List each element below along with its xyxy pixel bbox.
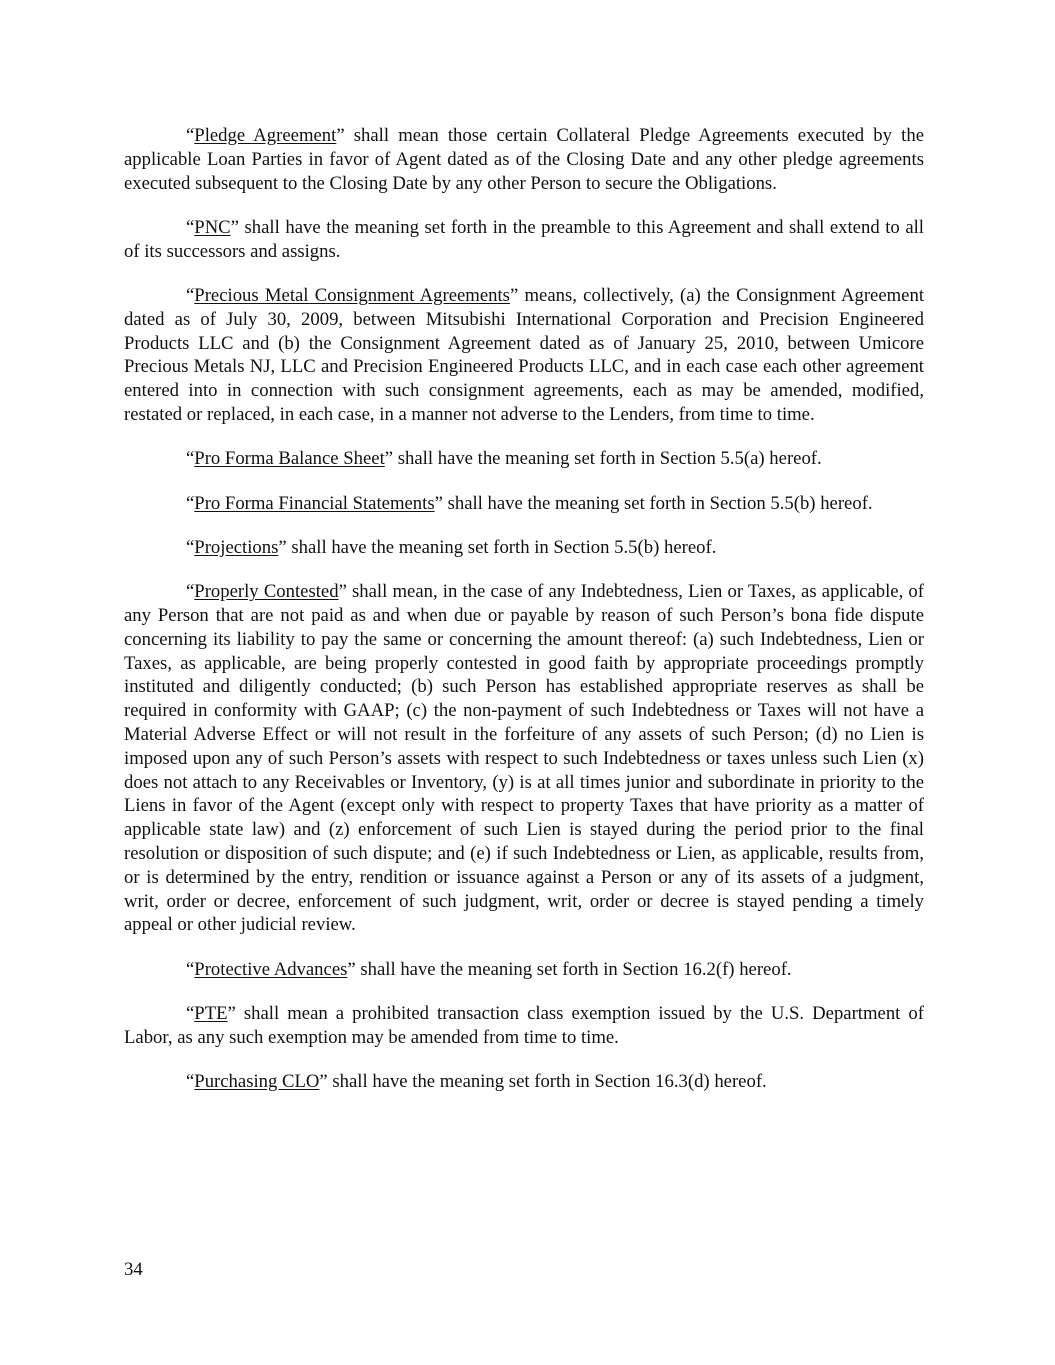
defined-term: Pro Forma Balance Sheet	[194, 448, 385, 470]
definition-text: shall mean, in the case of any Indebtedness, Lien or Taxes, as applicable, of any Person that are not paid as and when due or payable by reason of such Person’s bona fide dispute concerning its liability to pay the same or concerning the amount thereof: (a) such Indebtedness, Lien or Taxes, as applicable, are being properly contested in good faith by appropriate proceedings promptly instituted and diligently conducted; (b) such Person has established appropriate reserves as shall be required in conformity with GAAP; (c) the non-payment of such Indebtedness or Taxes will not have a Material Adverse Effect or will not result in the forfeiture of any assets of such Person; (d) no Lien is imposed upon any of such Person’s assets with respect to such Indebtedness or taxes unless such Lien (x) does not attach to any Receivables or Inventory, (y) is at all times junior and subordinate in priority to the Liens in favor of the Agent (except only with respect to property Taxes that have priority as a matter of applicable state law) and (z) enforcement of such Lien is stayed during the period prior to the final resolution or disposition of such dispute; and (e) if such Indebtedness or Lien, as applicable, results from, or is determined by the entry, rendition or issuance against a Person or any of its assets of a judgment, writ, order or decree, enforcement of such judgment, writ, order or decree is stayed pending a timely appeal or other judicial review.	[124, 581, 924, 936]
quote-open: “	[186, 581, 195, 603]
quote-open: “	[186, 125, 195, 146]
defined-term: Pro Forma Financial Statements	[194, 492, 435, 514]
quote-close: ”	[227, 1002, 236, 1024]
defined-term: Pledge Agreement	[194, 125, 337, 146]
quote-close: ”	[347, 958, 356, 980]
quote-open: “	[186, 284, 195, 306]
defined-term: Precious Metal Consignment Agreements	[194, 284, 510, 306]
definition-text: means, collectively, (a) the Consignment Agreement dated as of July 30, 2009, between Mitsubishi International Corporation and Precision Engineered Products LLC and (b) the Consignment Agreement dated as of January 25, 2010, between Umicore Precious Metals NJ, LLC and Precision Engineered Products LLC, and in each case each other agreement entered into in connection with such consignment agreements, each as may be amended, modified, restated or replaced, in each case, in a manner not adverse to the Lenders, from time to time.	[124, 284, 925, 425]
definition-text: shall have the meaning set forth in Section 5.5(a) hereof.	[393, 448, 822, 470]
quote-close: ”	[338, 581, 347, 603]
definition-pledge-agreement	[124, 124, 924, 195]
definition-precious-metal-consignment-agreements	[124, 284, 924, 427]
quote-open: “	[186, 216, 195, 238]
definition-text: shall have the meaning set forth in Section 16.3(d) hereof.	[327, 1071, 767, 1092]
quote-close: ”	[434, 492, 443, 514]
definition-pro-forma-financial-statements	[124, 492, 924, 516]
quote-close: ”	[278, 536, 287, 558]
definition-text: shall have the meaning set forth in Section 5.5(b) hereof.	[442, 492, 873, 514]
definition-properly-contested	[124, 580, 924, 937]
definition-pro-forma-balance-sheet	[124, 447, 924, 471]
quote-open: “	[186, 492, 195, 514]
quote-close: ”	[384, 448, 394, 470]
quote-close: ”	[336, 125, 345, 146]
definition-text: shall mean a prohibited transaction class exemption issued by the U.S. Department of Labor, as any such exemption may be amended from time to time.	[124, 1002, 924, 1048]
definition-projections	[124, 536, 924, 560]
defined-term: PNC	[194, 216, 231, 238]
definition-protective-advances	[124, 958, 924, 982]
definition-pte	[124, 1002, 924, 1050]
defined-term: PTE	[194, 1002, 228, 1024]
definition-text: shall have the meaning set forth in Section 5.5(b) hereof.	[286, 536, 717, 558]
quote-open: “	[186, 536, 195, 558]
definition-text: shall have the meaning set forth in the preamble to this Agreement and shall extend to all of its successors and assigns.	[124, 216, 924, 262]
quote-open: “	[186, 448, 195, 470]
defined-term: Protective Advances	[194, 958, 348, 980]
quote-close: ”	[509, 284, 519, 306]
defined-term: Properly Contested	[194, 581, 339, 603]
definition-text: shall have the meaning set forth in Section 16.2(f) hereof.	[355, 958, 792, 980]
document-page	[124, 124, 924, 1114]
quote-open: “	[186, 1071, 195, 1092]
definition-text: shall mean those certain Collateral Pledge Agreements executed by the applicable Loan Parties in favor of Agent dated as of the Closing Date and any other pledge agreements executed subsequent to the Closing Date by any other Person to secure the Obligations.	[124, 125, 924, 194]
quote-open: “	[186, 958, 195, 980]
defined-term: Purchasing CLO	[194, 1071, 320, 1092]
quote-close: ”	[319, 1071, 328, 1092]
defined-term: Projections	[194, 536, 279, 558]
definition-purchasing-clo	[124, 1070, 924, 1094]
definition-pnc	[124, 216, 924, 264]
quote-close: ”	[230, 216, 239, 238]
page-number: 34	[124, 1259, 143, 1280]
quote-open: “	[186, 1002, 195, 1024]
